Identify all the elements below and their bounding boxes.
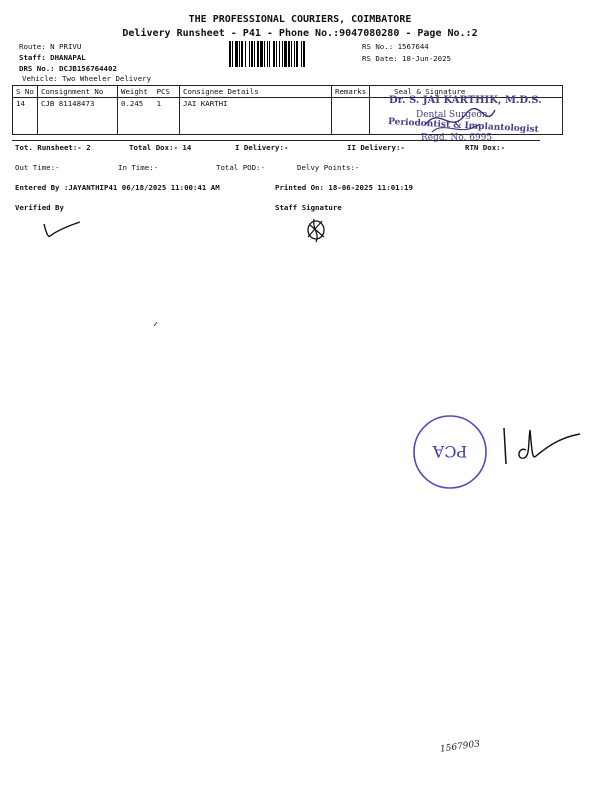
stamp-line-name: Dr. S. JAI KARTHIK, M.D.S. [389,95,542,106]
barcode-bar [276,41,277,67]
header-pcs: PCS [156,87,170,96]
table-bottom-line [12,140,540,141]
verified-signature [40,218,85,242]
barcode-bar [301,41,302,67]
handwritten-number: 1567903 [439,739,481,755]
barcode-bar [239,41,240,67]
tot-runsheet: Tot. Runsheet:- 2 [15,143,91,152]
printed-on: Printed On: 18-06-2025 11:01:19 [275,183,413,192]
header-consignee: Consignee Details [180,86,332,98]
barcode-bar [232,41,233,67]
entered-by: Entered By :JAYANTHIP41 06/18/2025 11:00:41 AM [15,183,220,192]
barcode-bar [273,41,275,67]
in-time: In Time:- [118,163,159,172]
total-pod: Total POD:- [216,163,265,172]
barcode-bar [288,41,290,67]
barcode [229,41,351,67]
header-sno: S No [13,86,38,98]
delvy-points: Delvy Points:- [297,163,360,172]
header-seal: Seal & Signature [370,86,563,98]
rs-number: RS No.: 1567644 [362,42,429,51]
ii-delivery: II Delivery:- [347,143,405,152]
cell-weight: 0.245 [121,99,144,108]
barcode-bar [249,41,250,67]
pca-circle-stamp [410,412,490,492]
stray-mark [152,320,160,328]
verified-by-label: Verified By [15,203,64,212]
stamp-line-speciality: Periodontist & Implantologist [387,117,539,135]
barcode-bar [282,41,283,67]
cell-consignee: JAI KARTHI [180,98,332,135]
barcode-bar [294,41,295,67]
barcode-bar [264,41,265,67]
barcode-bar [251,41,253,67]
barcode-bar [267,41,268,67]
header-weight: Weight [121,87,148,96]
barcode-bar [269,41,270,67]
barcode-bar [260,41,263,67]
company-title: THE PROFESSIONAL COURIERS, COIMBATORE [188,14,412,25]
cell-remarks [332,98,370,135]
barcode-bar [241,41,243,67]
vehicle-text: Vehicle: Two Wheeler Delivery [22,74,152,83]
barcode-bar [257,41,259,67]
stamp-line-regd: Regd. No. 6995 [421,133,493,143]
staff-signature [300,215,332,245]
out-time: Out Time:- [15,163,60,172]
i-delivery: I Delivery:- [235,143,289,152]
cell-consignment: CJB 81148473 [38,98,118,135]
drs-number: DRS No.: DCJB156764402 [19,64,117,73]
route-text: Route: N PRIVU [19,42,82,51]
rs-date: RS Date: 18-Jun-2025 [362,54,451,63]
cell-pcs: 1 [156,99,162,108]
barcode-bar [254,41,255,67]
stamp-line-title: Dental Surgeon. [416,110,491,120]
barcode-bar [235,41,238,67]
stamp-signature-scribble [420,100,500,140]
staff-signature-label: Staff Signature [275,203,342,212]
barcode-bar [303,41,305,67]
staff-text: Staff: DHANAPAL [19,53,86,62]
barcode-bar [284,41,287,67]
barcode-bar [291,41,292,67]
header-remarks: Remarks [332,86,370,98]
cell-weight-pcs [118,98,180,135]
barcode-bar [279,41,280,67]
barcode-bar [245,41,246,67]
pca-stamp-text: PCA [432,442,468,461]
handwritten-signature [496,420,586,470]
rtn-dox: RTN Dox:- [465,143,506,152]
barcode-bar [296,41,298,67]
runsheet-title: Delivery Runsheet - P41 - Phone No.:9047080280 - Page No.:2 [122,28,478,39]
total-dox: Total Dox:- 14 [129,143,192,152]
cell-sno: 14 [13,98,38,135]
header-weight-pcs [118,86,180,98]
header-consignment: Consignment No [38,86,118,98]
barcode-bar [229,41,231,67]
